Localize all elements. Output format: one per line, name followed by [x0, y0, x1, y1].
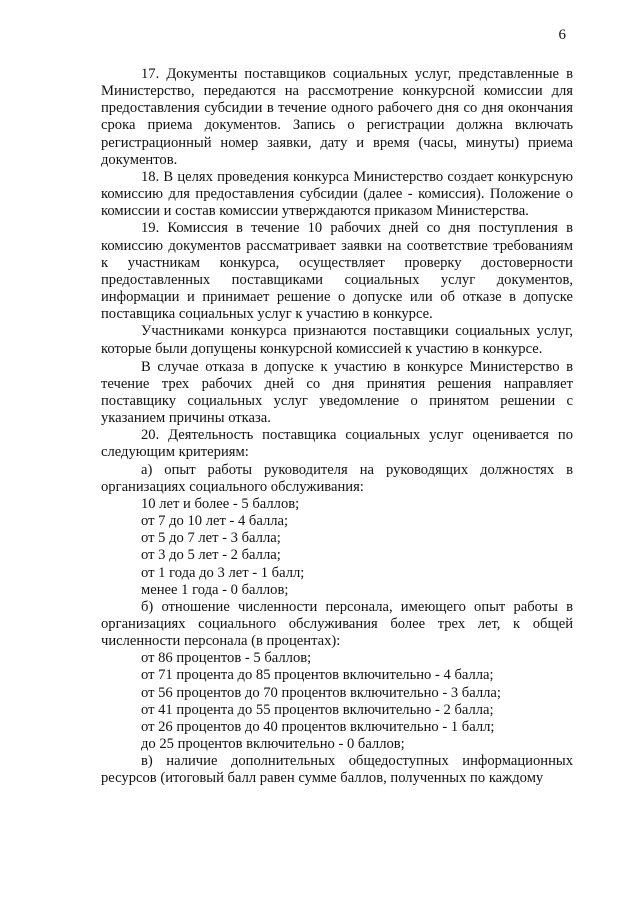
criterion-a-item: от 7 до 10 лет - 4 балла; — [141, 513, 289, 530]
criterion-c: в) наличие дополнительных общедоступных информационных ресурсов (итоговый балл равен сумме баллов, полученных по каждому — [101, 753, 573, 787]
paragraph-17: 17. Документы поставщиков социальных услуг, представленные в Министерство, передаются на рассмотрение конкурсной комиссии для предоставления субсидии в течение одного рабочего дня со дня окончания срока приема документов. Запись о регистрации должна включать регистрационный номер заявки, дату и время (часы, минуты) приема документов. — [101, 66, 573, 168]
paragraph-20: 20. Деятельность поставщика социальных услуг оценивается по следующим критериям: — [101, 427, 573, 461]
criterion-b-item: от 86 процентов - 5 баллов; — [141, 650, 312, 667]
document-body — [101, 66, 573, 788]
criterion-b-item: от 26 процентов до 40 процентов включительно - 1 балл; — [141, 718, 495, 735]
criterion-a-item: 10 лет и более - 5 баллов; — [141, 495, 300, 512]
criterion-a-item: от 3 до 5 лет - 2 балла; — [141, 547, 281, 564]
paragraph-participants: Участниками конкурса признаются поставщики социальных услуг, которые были допущены конкурсной комиссией к участию в конкурсе. — [101, 323, 573, 357]
criterion-a-item: менее 1 года - 0 баллов; — [141, 581, 289, 598]
criterion-b-item: от 41 процента до 55 процентов включительно - 2 балла; — [141, 701, 494, 718]
paragraph-18: 18. В целях проведения конкурса Министерство создает конкурсную комиссию для предоставления субсидии (далее - комиссия). Положение о комиссии и состав комиссии утверждаются приказом Министерства. — [101, 168, 573, 220]
criterion-b-item: от 56 процентов до 70 процентов включительно - 3 балла; — [141, 684, 501, 701]
paragraph-19: 19. Комиссия в течение 10 рабочих дней со дня поступления в комиссию документов рассматривает заявки на соответствие требованиям к участникам конкурса, осуществляет проверку достоверности предоставленных поставщиками социальных услуг документов, информации и принимает решение о допуске или об отказе в допуске поставщика социальных услуг к участию в конкурсе. — [101, 220, 573, 323]
criterion-b: б) отношение численности персонала, имеющего опыт работы в организациях социального обслуживания более трех лет, к общей численности персонала (в процентах): — [101, 598, 573, 650]
paragraph-refusal: В случае отказа в допуске к участию в конкурсе Министерство в течение трех рабочих дней со дня принятия решения направляет поставщику социальных услуг уведомление о принятом решении с указанием причины отказа. — [101, 358, 573, 427]
criterion-a-item: от 5 до 7 лет - 3 балла; — [141, 530, 281, 547]
criterion-b-item: до 25 процентов включительно - 0 баллов; — [141, 736, 405, 753]
criterion-b-item: от 71 процента до 85 процентов включительно - 4 балла; — [141, 667, 494, 684]
page-number: 6 — [558, 27, 566, 43]
criterion-a-item: от 1 года до 3 лет - 1 балл; — [141, 564, 305, 581]
criterion-a: а) опыт работы руководителя на руководящих должностях в организациях социального обслуживания: — [101, 461, 573, 495]
